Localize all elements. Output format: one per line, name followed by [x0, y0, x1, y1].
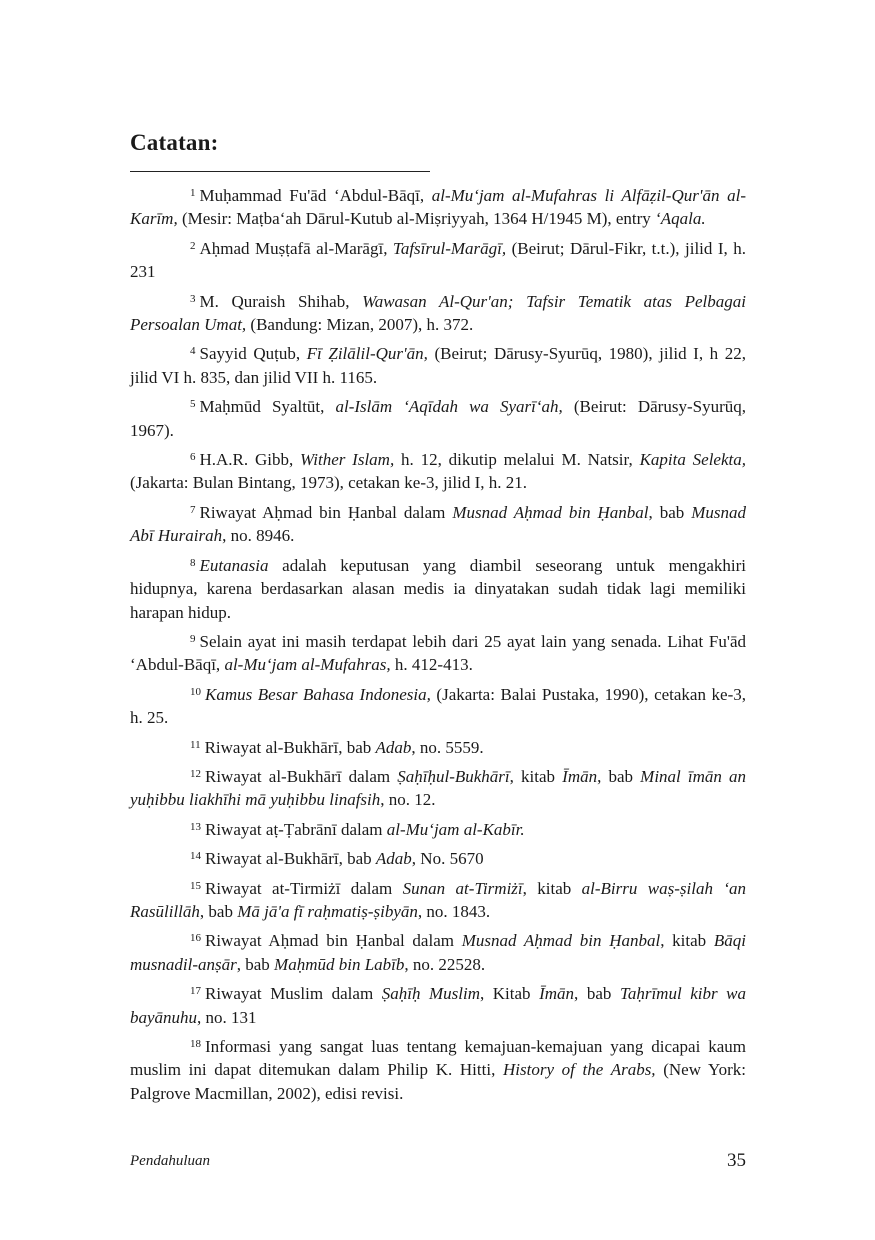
footnote-italic-text: al-Mu‘jam al-Mufahras li Alfāẓil-Qur'ān al-Karīm,	[130, 186, 746, 229]
footnote-text: Riwayat Muslim dalam	[205, 984, 382, 1004]
footnote-text: Riwayat aṭ-Ṭabrānī dalam	[205, 819, 387, 839]
footnote-text: (Jakarta: Balai Pustaka, 1990), cetakan ke-3, h. 25.	[130, 684, 746, 728]
footnote-number: 14	[190, 850, 201, 863]
footnote-text: Informasi yang sangat luas tentang kemajuan-kemajuan yang dicapai kaum muslim ini dapat ditemukan dalam Philip K. Hitti,	[130, 1037, 746, 1080]
footnote-italic-text: Fī Ẓilālil-Qur'ān,	[306, 344, 428, 364]
footnote-text: , bab	[648, 502, 692, 522]
footnote-4	[130, 342, 746, 389]
footnote-number: 10	[190, 685, 201, 698]
footnote-number: 4	[190, 345, 196, 358]
footnote-number: 16	[190, 932, 201, 945]
footnote-italic-text: Īmān	[562, 766, 598, 786]
footnote-number: 12	[190, 767, 201, 780]
footnote-text: Riwayat al-Bukhārī dalam	[205, 766, 398, 786]
footnote-number: 15	[190, 879, 201, 892]
footnote-text: , kitab	[522, 878, 582, 898]
page-number: 35	[727, 1150, 746, 1171]
footnote-italic-text: al-Islām ‘Aqīdah wa Syarī‘ah,	[335, 397, 563, 417]
footnote-12	[130, 765, 746, 812]
footnote-number: 13	[190, 820, 201, 833]
footnote-text: Riwayat al-Bukhārī, bab	[204, 737, 376, 757]
footnote-text: Riwayat at-Tirmiżī dalam	[205, 878, 403, 898]
footnote-number: 9	[190, 632, 196, 645]
footnote-13	[130, 818, 746, 841]
footnote-text: , no. 22528.	[404, 954, 486, 974]
footnote-number: 18	[190, 1038, 201, 1050]
footnote-text: , bab	[574, 984, 620, 1004]
footnote-15	[130, 877, 746, 924]
footnote-italic-text: Kapita Selekta,	[639, 450, 746, 470]
footnote-text: Maḥmūd Syaltūt,	[199, 397, 336, 417]
footnote-text: , no. 131	[197, 1007, 257, 1027]
page-heading: Catatan:	[130, 130, 219, 155]
footnote-italic-text: al-Mu‘jam al-Mufahras,	[224, 655, 391, 675]
footnote-text: (New York: Palgrove Macmillan, 2002), edisi revisi.	[130, 1060, 746, 1103]
footnote-17	[130, 982, 746, 1029]
footnote-text: (Bandung: Mizan, 2007), h. 372.	[246, 315, 474, 335]
footnote-italic-text: Minal īmān an yuḥibbu liakhīhi mā yuḥibbu linafsih	[130, 766, 747, 810]
footnote-text: Riwayat Aḥmad bin Ḥanbal dalam	[199, 502, 453, 522]
footnote-text: adalah keputusan yang diambil seseorang untuk mengakhiri hidupnya, karena berdasarkan alasan medis ia dinyatakan sudah tidak lagi memiliki harapan hidup.	[130, 555, 746, 622]
footnote-italic-text: Adab	[375, 737, 412, 757]
footnote-text: (Beirut; Dārusy-Syurūq, 1980), jilid I, h 22, jilid VI h. 835, dan jilid VII h. 1165.	[130, 344, 747, 387]
footnote-italic-text: Wawasan Al-Qur'an; Tafsir Tematik atas Pelbagai Persoalan Umat,	[130, 291, 746, 335]
footnote-text: , Kitab	[479, 984, 540, 1004]
footnote-italic-text: al-Birru waṣ-ṣilah ‘an Rasūlillāh	[130, 878, 746, 921]
footnote-number: 1	[190, 187, 196, 199]
footnote-text: M. Quraish Shihab,	[199, 291, 363, 311]
footnote-14	[130, 847, 746, 870]
footnote-text: h. 412-413.	[390, 655, 473, 675]
footnote-text: , bab	[199, 901, 238, 921]
footnote-italic-text: Sunan at-Tirmiżī	[402, 878, 523, 898]
footnote-text: Aḥmad Muṣṭafā al-Marāgī,	[199, 238, 393, 258]
footnote-italic-text: Wither Islam,	[300, 450, 395, 470]
footnote-text: , no. 5559.	[411, 737, 484, 757]
footnote-2	[130, 237, 746, 284]
footnote-text: , kitab	[509, 766, 563, 786]
footnote-text: , no. 8946.	[222, 526, 295, 546]
footnote-text: , no. 12.	[380, 790, 436, 810]
footnote-number: 6	[190, 451, 196, 464]
footnote-16	[130, 929, 746, 976]
footnote-italic-text: ‘Aqala.	[655, 209, 706, 229]
footnote-italic-text: Taḥrīmul kibr wa bayānuhu	[130, 984, 746, 1027]
footnote-italic-text: Ṣaḥīḥul-Bukhārī	[397, 766, 510, 786]
footnote-text: (Beirut: Dārusy-Syurūq, 1967).	[130, 397, 746, 440]
footnote-number: 3	[190, 292, 196, 305]
footnote-text: , no. 1843.	[417, 901, 491, 921]
footnote-text: (Mesir: Maṭba‘ah Dārul-Kutub al-Miṣriyyah, 1364 H/1945 M), entry	[177, 209, 656, 229]
footnote-number: 2	[190, 239, 196, 252]
footnote-italic-text: Maḥmūd bin Labīb	[274, 954, 405, 974]
footnote-number: 8	[190, 556, 196, 569]
footnote-text: , bab	[597, 766, 641, 786]
footnote-italic-text: Adab	[375, 849, 412, 869]
footnote-list	[130, 184, 746, 1111]
footnote-italic-text: Kamus Besar Bahasa Indonesia,	[205, 684, 431, 704]
footnote-text: H.A.R. Gibb,	[199, 450, 301, 470]
footnote-italic-text: History of the Arabs,	[503, 1060, 656, 1080]
footnote-11	[130, 736, 746, 759]
footnote-text: , No. 5670	[411, 849, 484, 869]
footnote-text: Riwayat al-Bukhārī, bab	[205, 849, 376, 869]
footnote-italic-text: Eutanasia	[199, 555, 269, 575]
footnote-number: 7	[190, 503, 196, 516]
footnote-text: Selain ayat ini masih terdapat lebih dari 25 ayat lain yang senada. Lihat Fu'ād ‘Abdul-Bāqī,	[130, 631, 746, 675]
footnote-italic-text: Ṣaḥīḥ Muslim	[381, 984, 480, 1004]
footnote-text: (Beirut; Dārul-Fikr, t.t.), jilid I, h. 231	[130, 238, 746, 282]
footnote-text: Muḥammad Fu'ād ‘Abdul-Bāqī,	[199, 186, 432, 205]
footnote-text: h. 12, dikutip melalui M. Natsir,	[394, 450, 640, 470]
footnote-9	[130, 630, 746, 677]
footnote-number: 5	[190, 398, 196, 411]
footnote-italic-text: Musnad Aḥmad bin Ḥanbal	[452, 502, 649, 522]
footnote-1	[130, 184, 746, 231]
footnote-italic-text: Bāqi musnadil-anṣār	[130, 931, 747, 974]
footnote-number: 11	[190, 738, 201, 751]
footnote-text: (Jakarta: Bulan Bintang, 1973), cetakan ke-3, jilid I, h. 21.	[130, 473, 528, 493]
footnote-18	[130, 1035, 746, 1105]
footnote-5	[130, 395, 746, 442]
footnote-text: , kitab	[660, 931, 714, 951]
footnote-italic-text: Īmān	[539, 984, 575, 1004]
footnote-italic-text: Tafsīrul-Marāgī,	[392, 238, 507, 258]
footnote-italic-text: Mā jā'a fī raḥmatiṣ-ṣibyān	[237, 901, 418, 921]
footnote-number: 17	[190, 985, 201, 998]
footnote-7	[130, 501, 746, 548]
footnote-italic-text: Musnad Abī Hurairah	[130, 502, 746, 546]
footnote-italic-text: al-Mu‘jam al-Kabīr.	[386, 819, 525, 839]
footnote-8	[130, 554, 746, 624]
footnote-text: , bab	[236, 954, 275, 974]
heading-underline	[130, 171, 430, 172]
footnote-italic-text: Musnad Aḥmad bin Ḥanbal	[461, 931, 661, 951]
footnote-6	[130, 448, 746, 495]
footnote-3	[130, 290, 746, 337]
footnote-10	[130, 683, 746, 730]
footnote-text: Sayyid Quṭub,	[199, 344, 307, 364]
footer-chapter-title: Pendahuluan	[130, 1153, 210, 1169]
footnote-text: Riwayat Aḥmad bin Ḥanbal dalam	[205, 931, 462, 951]
